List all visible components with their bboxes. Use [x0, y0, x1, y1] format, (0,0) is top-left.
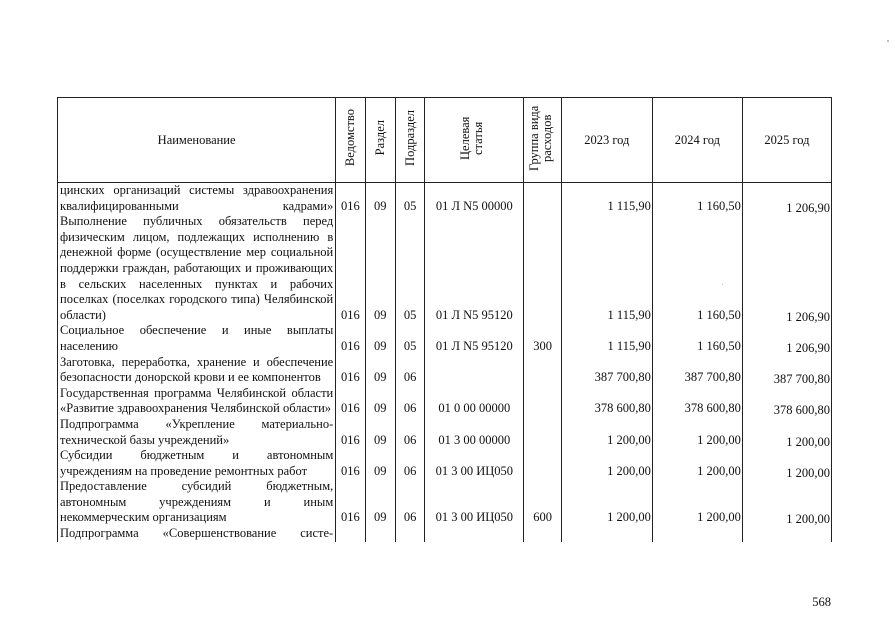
- row-subsection-cell: 06: [395, 386, 424, 417]
- row-name-cell: Субсидии бюджетным и автономным учреждениям на проведение ремонтных работ: [58, 448, 336, 479]
- row-name-cell: Предоставление субсидий бюджетным, автономным учреждениям и иным некоммерческим организациям: [58, 479, 336, 526]
- row-2024-cell: 1 160,50: [652, 214, 742, 323]
- row-2023-cell: [561, 526, 652, 542]
- row-department-cell: 016: [336, 323, 365, 354]
- row-expense-group-cell: [524, 526, 561, 542]
- row-target-article-cell: 01 Л N5 95120: [425, 323, 524, 354]
- row-target-article-cell: 01 3 00 00000: [425, 417, 524, 448]
- row-target-article-cell: 01 3 00 ИЦ050: [425, 448, 524, 479]
- column-header-target-article: [425, 98, 524, 183]
- row-department-cell: 016: [336, 479, 365, 526]
- row-2023-cell: 1 115,90: [561, 214, 652, 323]
- row-name-cell: Подпрограмма «Укрепление материально-технической базы учреждений»: [58, 417, 336, 448]
- row-name-cell: Социальное обеспечение и иные выплаты населению: [58, 323, 336, 354]
- table-row: [58, 183, 832, 215]
- column-header-name: [58, 98, 336, 183]
- table-row: [58, 323, 832, 354]
- column-header-target-article-label: Целевая статья: [458, 116, 486, 160]
- row-2023-cell: 1 200,00: [561, 479, 652, 526]
- scan-speck: [887, 40, 889, 42]
- table-row: [58, 355, 832, 386]
- row-section-cell: [365, 526, 395, 542]
- row-expense-group-cell: [524, 183, 561, 215]
- row-2025-cell: 1 200,00: [742, 419, 831, 450]
- row-2025-cell: 1 200,00: [742, 481, 831, 528]
- table-row: [58, 417, 832, 448]
- column-header-2025-label: 2025 год: [764, 132, 810, 147]
- table-row: [58, 526, 832, 542]
- row-2024-cell: 1 200,00: [652, 417, 742, 448]
- row-2023-cell: 378 600,80: [561, 386, 652, 417]
- row-department-cell: 016: [336, 386, 365, 417]
- column-header-section: [365, 98, 395, 183]
- row-target-article-cell: 01 Л N5 00000: [425, 183, 524, 215]
- row-2024-cell: 378 600,80: [652, 386, 742, 417]
- row-2025-cell: 387 700,80: [742, 357, 831, 388]
- row-section-cell: 09: [365, 479, 395, 526]
- row-2023-cell: 1 115,90: [561, 183, 652, 215]
- column-header-expense-group-label: Группа вида расходов: [526, 105, 554, 171]
- row-expense-group-cell: [524, 448, 561, 479]
- column-header-2024: [652, 98, 742, 183]
- row-target-article-cell: [425, 526, 524, 542]
- row-subsection-cell: [395, 526, 424, 542]
- row-section-cell: 09: [365, 323, 395, 354]
- row-department-cell: 016: [336, 183, 365, 215]
- row-subsection-cell: 06: [395, 448, 424, 479]
- row-name-cell: Заготовка, переработка, хранение и обеспечение безопасности донорской крови и ее компонентов: [58, 355, 336, 386]
- row-target-article-cell: 01 Л N5 95120: [425, 214, 524, 323]
- row-2024-cell: 1 160,50: [652, 183, 742, 215]
- row-department-cell: 016: [336, 214, 365, 323]
- row-target-article-cell: 01 0 00 00000: [425, 386, 524, 417]
- row-subsection-cell: 05: [395, 183, 424, 215]
- row-subsection-cell: 06: [395, 355, 424, 386]
- column-header-2024-label: 2024 год: [674, 132, 720, 147]
- row-section-cell: 09: [365, 448, 395, 479]
- column-header-section-label: Раздел: [372, 120, 387, 156]
- row-department-cell: 016: [336, 417, 365, 448]
- row-section-cell: 09: [365, 417, 395, 448]
- row-2023-cell: 1 200,00: [561, 448, 652, 479]
- row-expense-group-cell: [524, 417, 561, 448]
- column-header-2023-label: 2023 год: [584, 132, 630, 147]
- column-header-expense-group: [524, 98, 561, 183]
- row-2025-cell: 378 600,80: [742, 388, 831, 419]
- row-section-cell: 09: [365, 386, 395, 417]
- row-2024-cell: 387 700,80: [652, 355, 742, 386]
- column-header-name-label: Наименование: [157, 132, 236, 147]
- row-expense-group-cell: [524, 355, 561, 386]
- row-2023-cell: 1 115,90: [561, 323, 652, 354]
- column-header-2023: [561, 98, 652, 183]
- column-header-department-label: Ведомство: [342, 109, 357, 167]
- row-section-cell: 09: [365, 355, 395, 386]
- row-target-article-cell: 01 3 00 ИЦ050: [425, 479, 524, 526]
- row-department-cell: 016: [336, 448, 365, 479]
- row-name-cell: Выполнение публичных обязательств перед физическим лицом, подлежащих исполнению в денежной форме (осуществление мер социальной поддержки граждан, работающих и проживающих в сельских населенных пунктах и рабочих поселках (поселках городского типа) Челябинской области): [58, 214, 336, 323]
- column-header-2025: [742, 98, 831, 183]
- row-subsection-cell: 06: [395, 417, 424, 448]
- row-2024-cell: 1 160,50: [652, 323, 742, 354]
- table-row: [58, 386, 832, 417]
- row-expense-group-cell: [524, 386, 561, 417]
- column-header-subsection: [395, 98, 424, 183]
- table-header-row: [58, 98, 832, 183]
- row-name-cell: Государственная программа Челябинской области «Развитие здравоохранения Челябинской области»: [58, 386, 336, 417]
- column-header-subsection-label: Подраздел: [402, 110, 417, 166]
- table-row: [58, 479, 832, 526]
- row-expense-group-cell: 600: [524, 479, 561, 526]
- row-expense-group-cell: [524, 214, 561, 323]
- row-2023-cell: 1 200,00: [561, 417, 652, 448]
- row-subsection-cell: 05: [395, 214, 424, 323]
- row-name-cell: Подпрограмма «Совершенствование систе-: [58, 526, 336, 542]
- row-section-cell: 09: [365, 214, 395, 323]
- row-2024-cell: [652, 526, 742, 542]
- row-2025-cell: 1 206,90: [742, 325, 831, 356]
- row-2024-cell: 1 200,00: [652, 448, 742, 479]
- column-header-department: [336, 98, 365, 183]
- row-2025-cell: 1 206,90: [742, 185, 831, 217]
- table-body: [58, 183, 832, 542]
- row-2025-cell: [742, 526, 831, 542]
- page-number: 568: [812, 595, 831, 609]
- row-department-cell: 016: [336, 355, 365, 386]
- row-department-cell: [336, 526, 365, 542]
- row-2024-cell: 1 200,00: [652, 479, 742, 526]
- budget-table: [57, 97, 832, 542]
- row-section-cell: 09: [365, 183, 395, 215]
- row-expense-group-cell: 300: [524, 323, 561, 354]
- row-subsection-cell: 06: [395, 479, 424, 526]
- row-2025-cell: 1 206,90: [742, 216, 831, 325]
- row-target-article-cell: [425, 355, 524, 386]
- scan-speck: [722, 284, 723, 285]
- row-2023-cell: 387 700,80: [561, 355, 652, 386]
- row-subsection-cell: 05: [395, 323, 424, 354]
- row-name-cell: цинских организаций системы здравоохранения квалифицированными кадрами»: [58, 183, 336, 215]
- row-2025-cell: 1 200,00: [742, 450, 831, 481]
- table-row: [58, 214, 832, 323]
- table-row: [58, 448, 832, 479]
